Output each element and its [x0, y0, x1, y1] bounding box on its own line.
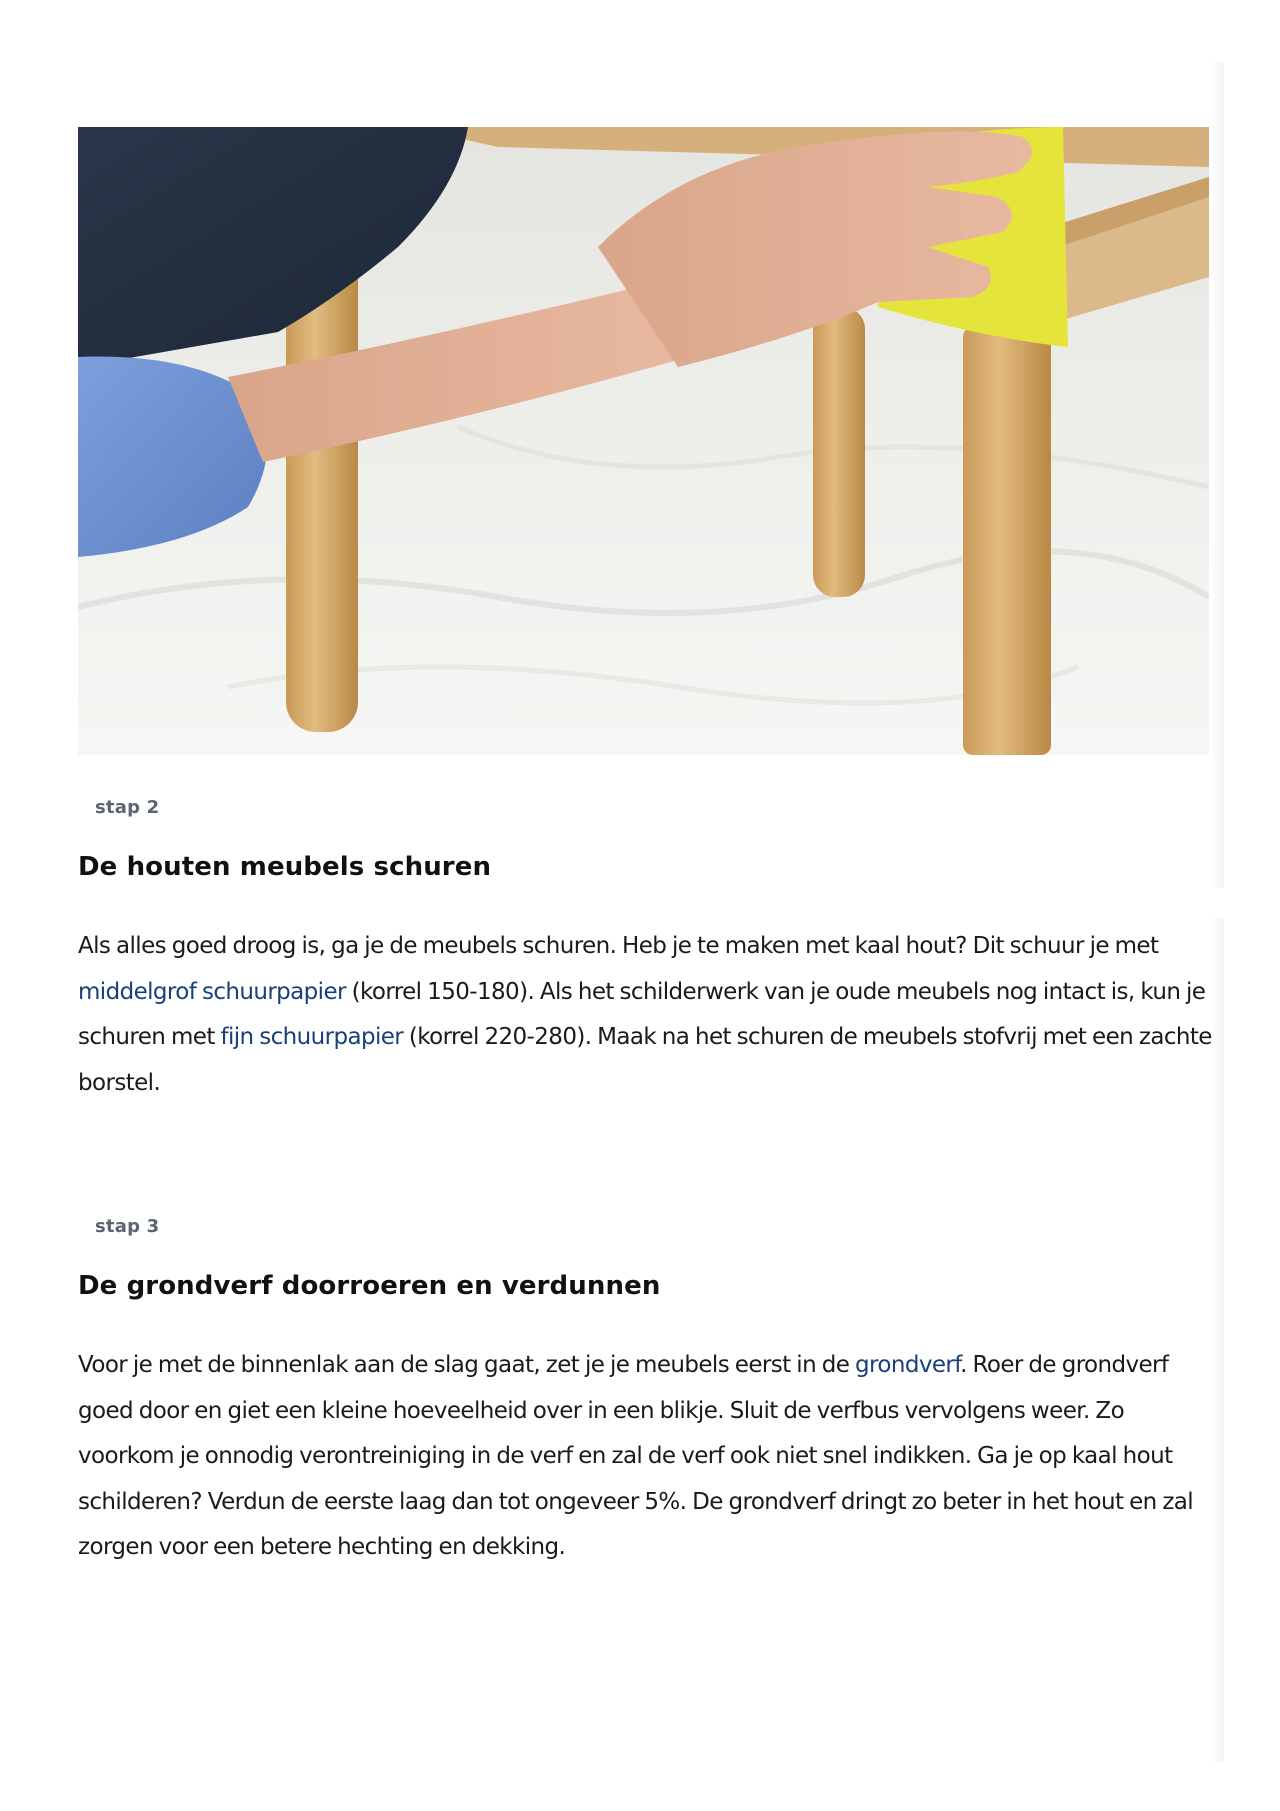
step-text-segment: (korrel 150-180). Als het schilderwerk van je oude meubels nog intact is, kun je schuren met	[78, 978, 1206, 1050]
step-text-segment: . Roer de grondverf goed door en giet een kleine hoeveelheid over in een blikje. Sluit de verfbus vervolgens weer. Zo voorkom je onnodig verontreiniging in de verf en zal de verf ook niet snel indikken. Ga je op kaal hout schilderen? Verdun de eerste laag dan tot ongeveer 5%. De grondverf dringt zo beter in het hout en zal zorgen voor een betere hechting en dekking.	[78, 1352, 1194, 1560]
step-text	[78, 1343, 1213, 1571]
step-text-segment: (korrel 220-280). Maak na het schuren de meubels stofvrij met een zachte borstel.	[78, 1024, 1212, 1096]
step-text-segment: Als alles goed droog is, ga je de meubels schuren. Heb je te maken met kaal hout? Dit schuur je met	[78, 933, 1159, 959]
step-label: stap 2	[95, 797, 160, 818]
hero-image-sanding-chair	[78, 127, 1209, 755]
link-grondverf[interactable]: grondverf	[855, 1352, 961, 1378]
link-middelgrof-schuurpapier[interactable]: middelgrof schuurpapier	[78, 978, 346, 1005]
step-text	[78, 924, 1213, 1106]
step-text-segment: Voor je met de binnenlak aan de slag gaat, zet je je meubels eerst in de	[78, 1352, 856, 1378]
link-fijn-schuurpapier[interactable]: fijn schuurpapier	[220, 1024, 404, 1050]
step-label: stap 3	[95, 1216, 160, 1237]
step-title: De houten meubels schuren	[78, 852, 492, 882]
step-2	[78, 797, 1213, 1106]
step-3	[78, 1216, 1213, 1571]
step-title: De grondverf doorroeren en verdunnen	[78, 1271, 661, 1301]
